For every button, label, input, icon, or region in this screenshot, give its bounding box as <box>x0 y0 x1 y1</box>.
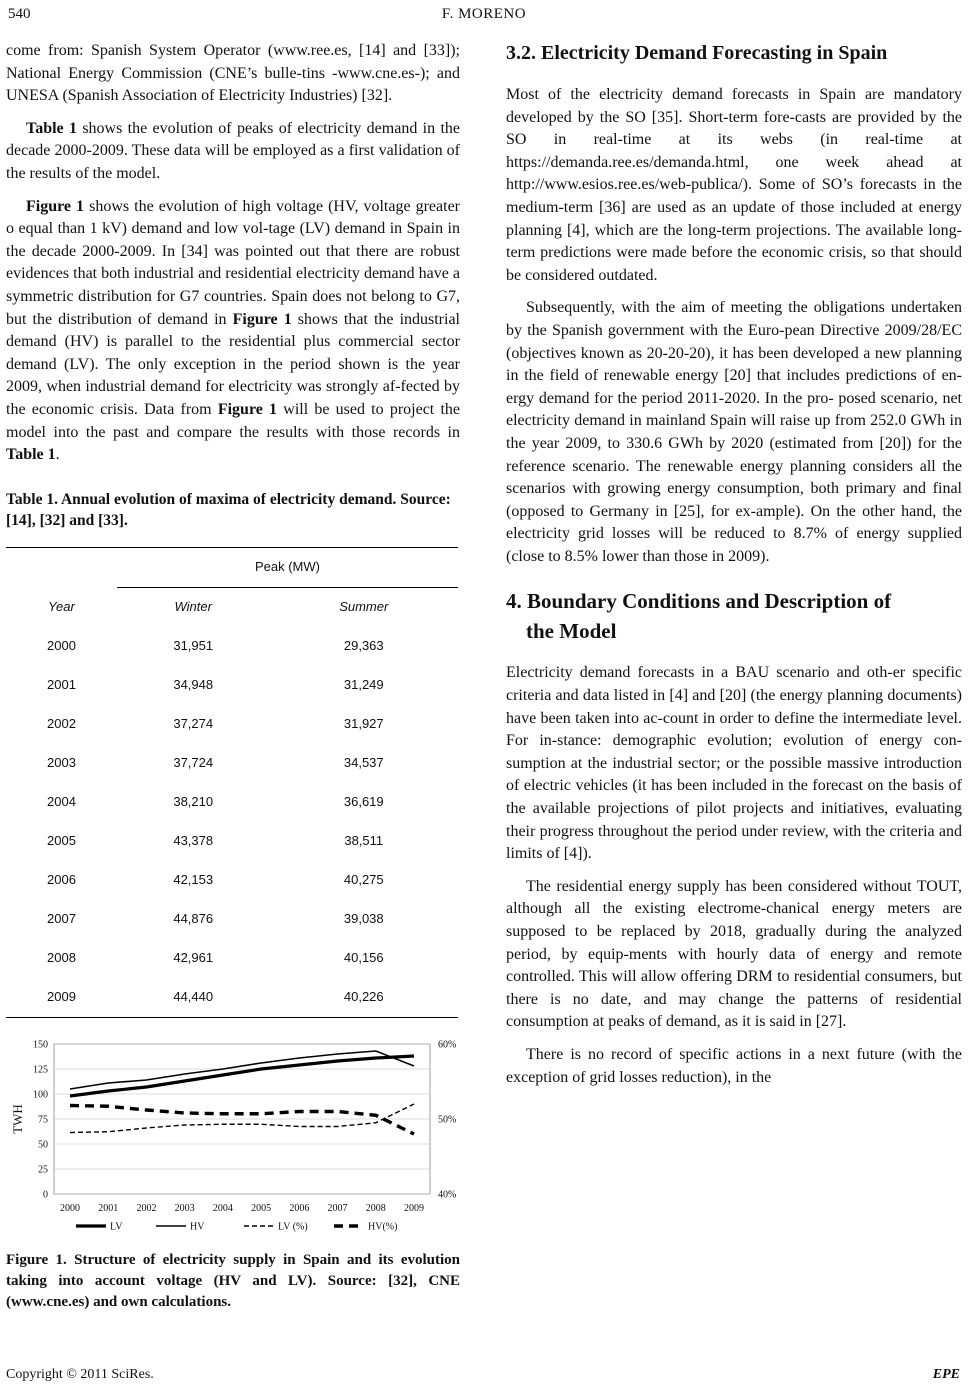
paragraph-text: shows the evolution of high voltage (HV, voltage greater o equal than 1 kV) demand and low vol-tage (LV) demand in Spain in the decade 2000-2009. In [34] was pointed out that there are robust evidences that both industrial and residential electricity demand have a symmetric distribution for G7 countries. Spain does not belong to G7, but the distribution of demand in <box>6 197 461 328</box>
table-header-row <box>6 587 458 627</box>
section-heading <box>506 586 962 646</box>
table-cell: 31,951 <box>173 637 214 653</box>
footer-journal: EPE <box>932 1367 960 1382</box>
table-cell: 40,275 <box>343 871 384 887</box>
table-cell: 2005 <box>47 832 76 848</box>
table-cell: 2006 <box>47 871 76 887</box>
paragraph: The residential energy supply has been considered without TOUT, although all the existing electrome-chanical energy meters are supposed to be replaced by 2018, gradually during the analyzed period, by equip-ments with hourly data of energy and remote controlled. This will allow offering DRM to residential consumers, but there is no date, and may change the patterns of residential consumption at peaks of demand, as it is said in [27]. <box>506 877 962 1031</box>
paragraph: Most of the electricity demand forecasts in Spain are mandatory developed by the SO [35]. Short-term fore-casts are provided by the SO in real-time at its webs (in real-time at https://demanda.ree.es/demanda.html, one week ahead at http://www.esios.ree.es/web-publica/). Some of SO’s forecasts in the medium-term [36] are used as an update of those included at energy planning [4], which are the long-term projections. The available long-term predictions were made before the economic crisis, so that should be considered outdated. <box>506 86 962 284</box>
paragraph: There is no record of specific actions in a next future (with the exception of grid losses reduction), in the <box>506 1045 962 1086</box>
table-caption: Table 1. Annual evolution of maxima of electricity demand. Source: [14], [32] and [33]. <box>6 490 451 529</box>
table-row <box>6 900 458 939</box>
table-cell: 2008 <box>47 949 76 965</box>
table-ref: Table 1 <box>6 446 56 464</box>
y-tick-label: 0 <box>43 1189 48 1201</box>
table-row <box>6 783 458 822</box>
paragraph: come from: Spanish System Operator (www.ree.es, [14] and [33]); National Energy Commission (CNE’s bulle-tins -www.cne.es-); and UNESA (Spanish Association of Electricity Industries) [32]. <box>6 42 460 105</box>
y2-tick-label: 60% <box>438 1039 457 1051</box>
y-axis-label: TWH <box>10 1103 25 1134</box>
section-heading-line: the Model <box>526 619 617 644</box>
table-row <box>6 822 458 861</box>
table-cell: 36,619 <box>343 793 384 809</box>
figure-ref: Figure 1 <box>217 400 278 418</box>
paragraph: Subsequently, with the aim of meeting the obligations undertaken by the Spanish government with the Euro-pean Directive 2009/28/EC (objectives known as 20-20-20), it has been developed a new planning in the field of renewable energy [20] that includes predictions of en-ergy demand for the period 2011-2020. In the pro- posed scenario, net electricity demand in mainland Spain will raise up from 252.0 GWh in the year 2009, to 330.6 GWh by 2020 (estimated from [20]) for the reference scenario. The renewable energy planning considers all the scenarios with growing energy consumption, both primary and final (opposed to Germany in [25], for ex-ample). On the other hand, the electricity grid losses will be reduced to 8.7% of energy supplied (close to 8.5% lower than those in 2009). <box>506 299 962 565</box>
figure-1-chart <box>6 1030 460 1240</box>
table-cell: 2007 <box>47 910 76 926</box>
table-row <box>6 744 458 783</box>
y-tick-label: 125 <box>33 1064 48 1076</box>
legend-label: LV <box>110 1221 123 1233</box>
table-cell: 40,156 <box>343 949 384 965</box>
table-cell: 44,876 <box>173 910 214 926</box>
table-cell: 31,927 <box>343 715 384 731</box>
table-row <box>6 627 458 666</box>
figure-caption: Figure 1. Structure of electricity supply in Spain and its evolution taking into account voltage (HV and LV). Source: [32], CNE (www.cne.es) and own calculations. <box>6 1251 460 1310</box>
x-tick-label: 2000 <box>60 1202 80 1214</box>
table-row <box>6 705 458 744</box>
x-tick-label: 2005 <box>251 1202 272 1214</box>
table-cell: 31,249 <box>343 676 384 692</box>
table-cell: 40,226 <box>270 978 458 1018</box>
section-heading: 3.2. Electricity Demand Forecasting in Spain <box>506 42 888 64</box>
legend-label: HV(%) <box>368 1221 398 1233</box>
paragraph-text: shows that the industrial demand (HV) is parallel to the residential plus commercial sector demand (LV). The only exception in the period shown is the year 2009, when industrial demand for electricity was strongly af-fected by the economic crisis. Data from <box>6 310 461 418</box>
table-cell: 2004 <box>47 793 76 809</box>
left-column <box>6 40 460 1313</box>
paragraph: Electricity demand forecasts in a BAU scenario and oth-er specific criteria and data listed in [4] and [20] (the energy planning documents) have been taken into ac-count in order to define the intermediate level. For in-stance: demographic evolution; evolution of energy con-sumption at the industrial sector; or the possible massive introduction of electric vehicles (it has been included in the forecast on the basis of the available projections of pilot projects and initiatives, evaluating their progress throughout the period under review, with the criteria and limits of [4]). <box>506 664 962 863</box>
table-cell: 42,153 <box>173 871 214 887</box>
table-cell: 38,511 <box>344 832 384 848</box>
table-row <box>6 861 458 900</box>
table-header-summer: Summer <box>339 598 389 614</box>
table-cell: 2001 <box>47 676 76 692</box>
paragraph-text: shows the evolution of peaks of electricity demand in the decade 2000-2009. These data will be employed as a first validation of the results of the model. <box>6 119 460 182</box>
peak-table <box>6 547 458 1018</box>
x-tick-label: 2001 <box>98 1202 119 1214</box>
table-row <box>6 666 458 705</box>
y-tick-label: 50 <box>38 1139 48 1151</box>
x-tick-label: 2004 <box>212 1202 233 1214</box>
y2-tick-label: 50% <box>438 1114 457 1126</box>
table-header-winter: Winter <box>174 598 212 614</box>
x-tick-label: 2003 <box>174 1202 195 1214</box>
figure-ref: Figure 1 <box>232 310 292 328</box>
x-tick-label: 2008 <box>365 1202 386 1214</box>
table-row <box>6 939 458 978</box>
y-tick-label: 25 <box>38 1164 48 1176</box>
x-tick-label: 2002 <box>136 1202 157 1214</box>
table-row <box>6 978 458 1018</box>
y-tick-label: 100 <box>33 1089 48 1101</box>
paragraph-text: will be used to project the model into the past and compare the results with those records in <box>6 400 461 441</box>
running-head: F. MORENO <box>441 6 527 22</box>
table-ref: Table 1 <box>26 119 77 137</box>
legend-label: HV <box>190 1221 205 1233</box>
table-group-header: Peak (MW) <box>117 547 458 587</box>
chart-svg <box>6 1030 460 1240</box>
table-cell: 29,363 <box>343 637 384 653</box>
series-line-lv <box>70 1056 414 1096</box>
x-tick-label: 2009 <box>404 1202 424 1214</box>
paragraph <box>6 196 460 467</box>
series-line-hv <box>70 1051 414 1089</box>
table-cell: 34,537 <box>343 754 384 770</box>
legend-label: LV (%) <box>278 1221 308 1233</box>
table-cell: 2002 <box>47 715 76 731</box>
table-cell: 44,440 <box>117 978 270 1018</box>
y-tick-label: 150 <box>33 1039 48 1051</box>
table-cell: 42,961 <box>173 949 214 965</box>
table-cell: 39,038 <box>343 910 384 926</box>
table-cell: 37,724 <box>173 754 214 770</box>
table-cell: 34,948 <box>173 676 214 692</box>
x-tick-label: 2007 <box>327 1202 348 1214</box>
page-number: 540 <box>8 6 31 22</box>
figure-ref: Figure 1 <box>26 197 85 215</box>
x-tick-label: 2006 <box>289 1202 310 1214</box>
paragraph-text: . <box>55 446 60 464</box>
y-tick-label: 75 <box>38 1114 48 1126</box>
table-cell: 2000 <box>47 637 76 653</box>
table-cell: 43,378 <box>173 832 214 848</box>
footer-copyright: Copyright © 2011 SciRes. <box>6 1367 154 1382</box>
right-column <box>506 40 962 1099</box>
section-heading-line: 4. Boundary Conditions and Description of <box>506 589 892 614</box>
table-group-header-row <box>6 547 458 587</box>
table-header-year: Year <box>48 598 75 614</box>
table-empty-cell <box>6 547 117 587</box>
table-cell: 2009 <box>6 978 117 1018</box>
paragraph <box>6 118 460 186</box>
series-line-hv <box>70 1105 414 1134</box>
table-cell: 37,274 <box>173 715 214 731</box>
table-cell: 38,210 <box>173 793 214 809</box>
y2-tick-label: 40% <box>438 1189 457 1201</box>
table-cell: 2003 <box>47 754 76 770</box>
